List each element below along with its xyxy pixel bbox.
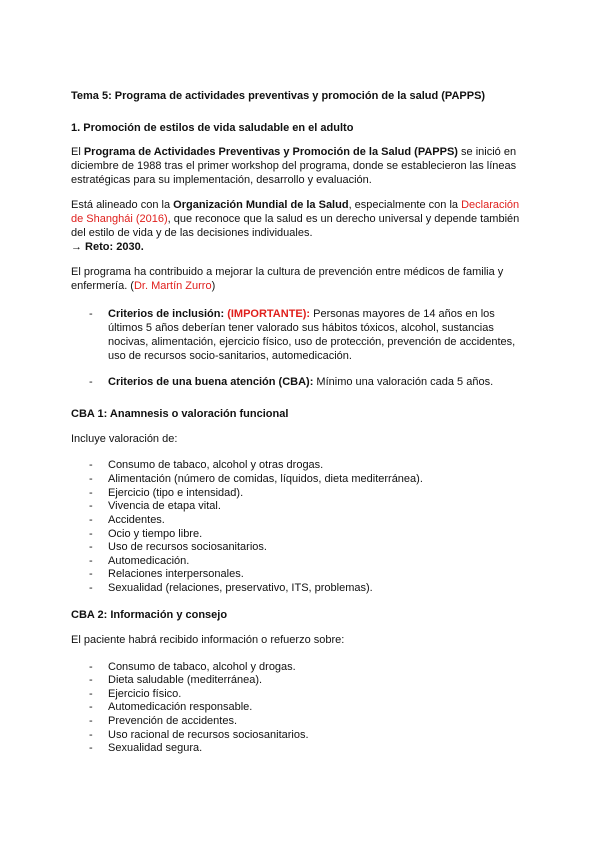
paragraph-line <box>71 279 215 293</box>
list-dash: - <box>89 701 93 713</box>
list-item: Consumo de tabaco, alcohol y otras drogas. <box>108 459 324 471</box>
list-item: Vivencia de etapa vital. <box>108 500 221 512</box>
list-item-line: uso de recursos socio-sanitarios, automedicación. <box>108 350 352 362</box>
list-dash: - <box>89 742 93 754</box>
list-item: Ejercicio (tipo e intensidad). <box>108 487 244 499</box>
list-item: Ocio y tiempo libre. <box>108 528 203 540</box>
list-dash: - <box>89 514 93 526</box>
list-dash: - <box>89 376 93 388</box>
list-item: Automedicación. <box>108 555 190 567</box>
text-run-red: Dr. Martín Zurro <box>133 280 212 292</box>
list-dash: - <box>89 582 93 594</box>
text-run-bold: Programa de Actividades Preventivas y Promoción de la Salud (PAPPS) <box>83 146 458 158</box>
list-item: Consumo de tabaco, alcohol y drogas. <box>108 661 296 673</box>
list-item: Alimentación (número de comidas, líquidos, dieta mediterránea). <box>108 473 423 485</box>
list-item-line: nocivas, alimentación, ejercicio físico, uso de protección, prevención de accidentes, <box>108 336 516 348</box>
list-item: Dieta saludable (mediterránea). <box>108 674 263 686</box>
list-item: Ejercicio físico. <box>108 688 182 700</box>
list-dash: - <box>89 661 93 673</box>
paragraph-line: El paciente habrá recibido información o refuerzo sobre: <box>71 634 345 646</box>
text-run-bold: Criterios de una buena atención (CBA): <box>108 376 314 388</box>
paragraph-line: Incluye valoración de: <box>71 433 178 445</box>
text-run-red: Declaración <box>461 199 520 211</box>
list-dash: - <box>89 487 93 499</box>
list-item: Relaciones interpersonales. <box>108 568 244 580</box>
list-dash: - <box>89 459 93 471</box>
text-run-important: (IMPORTANTE): <box>227 308 311 320</box>
list-dash: - <box>89 528 93 540</box>
text-run: Personas mayores de 14 años en los <box>310 308 495 320</box>
list-dash: - <box>89 568 93 580</box>
list-dash: - <box>89 473 93 485</box>
goal-line: → Reto: 2030. <box>71 241 144 253</box>
paragraph-line: diciembre de 1988 tras el primer workshop del programa, donde se establecieron las líneas <box>71 160 517 172</box>
text-run-bold: Criterios de inclusión: <box>108 308 228 320</box>
list-item: Automedicación responsable. <box>108 701 253 713</box>
text-run: se inició en <box>457 146 517 158</box>
paragraph-line <box>71 212 519 226</box>
list-item: Uso de recursos sociosanitarios. <box>108 541 267 553</box>
paragraph-line: estratégicas para su implementación, desarrollo y evaluación. <box>71 174 372 186</box>
list-item: Uso racional de recursos sociosanitarios. <box>108 729 309 741</box>
list-item: Accidentes. <box>108 514 165 526</box>
text-run: , especialmente con la <box>348 199 462 211</box>
text-run: enfermería. ( <box>71 280 134 292</box>
list-dash: - <box>89 688 93 700</box>
paragraph-line: El programa ha contribuido a mejorar la cultura de prevención entre médicos de familia y <box>71 266 504 278</box>
list-item: Sexualidad segura. <box>108 742 203 754</box>
section-heading: CBA 1: Anamnesis o valoración funcional <box>71 408 289 420</box>
list-dash: - <box>89 308 93 320</box>
text-run: Está alineado con la <box>71 199 174 211</box>
list-dash: - <box>89 541 93 553</box>
list-item: Sexualidad (relaciones, preservativo, ITS, problemas). <box>108 582 373 594</box>
section-heading: CBA 2: Información y consejo <box>71 609 228 621</box>
paragraph-line <box>71 198 519 212</box>
list-item-line: últimos 5 años deberían tener valorado sus hábitos tóxicos, alcohol, sustancias <box>108 322 494 334</box>
list-dash: - <box>89 715 93 727</box>
paragraph-line: del estilo de vida y de las decisiones individuales. <box>71 227 313 239</box>
list-dash: - <box>89 674 93 686</box>
list-dash: - <box>89 729 93 741</box>
text-run: Mínimo una valoración cada 5 años. <box>313 376 494 388</box>
text-run-bold: Organización Mundial de la Salud <box>173 199 349 211</box>
list-dash: - <box>89 555 93 567</box>
text-run: ) <box>211 280 216 292</box>
list-item: Prevención de accidentes. <box>108 715 238 727</box>
text-run: El <box>71 146 84 158</box>
document-title: Tema 5: Programa de actividades preventivas y promoción de la salud (PAPPS) <box>71 90 486 102</box>
text-run: , que reconoce que la salud es un derecho universal y depende también <box>167 213 520 225</box>
text-run-red: de Shanghái (2016) <box>71 213 168 225</box>
list-dash: - <box>89 500 93 512</box>
section-heading: 1. Promoción de estilos de vida saludable en el adulto <box>71 122 354 134</box>
paragraph-line <box>71 145 516 159</box>
list-item <box>108 307 495 321</box>
list-item <box>108 375 493 389</box>
